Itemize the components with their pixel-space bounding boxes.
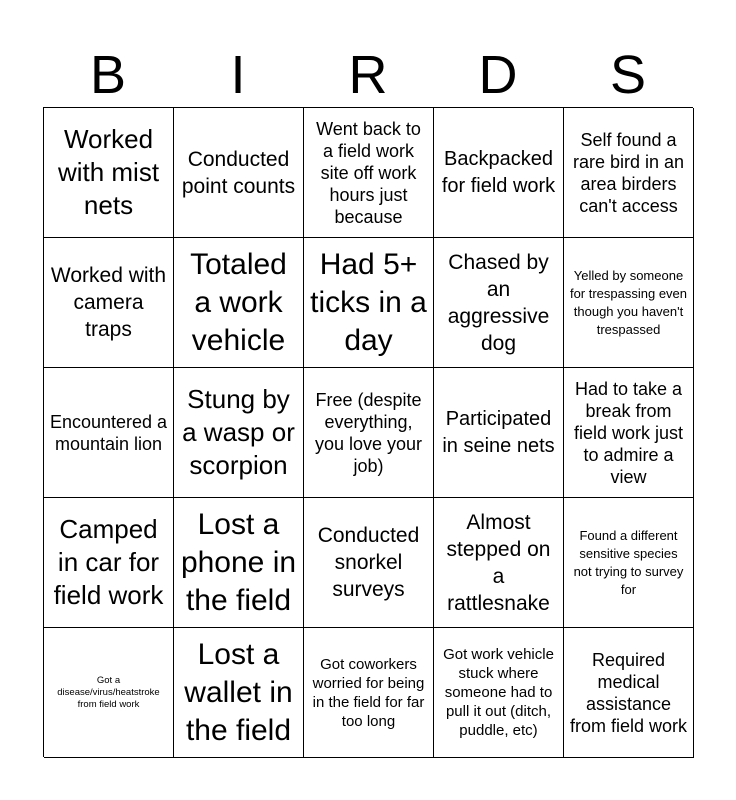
bingo-cell	[434, 238, 564, 368]
bingo-cell	[174, 498, 304, 628]
cell-text: Backpacked for field work	[441, 147, 556, 197]
bingo-cell	[44, 498, 174, 628]
bingo-cell	[304, 628, 434, 758]
cell-text: Yelled by someone for trespassing even though you haven't trespassed	[569, 267, 688, 337]
cell-text: Free (despite everything, you love your job)	[314, 389, 423, 476]
cell-text: Required medical assistance from field work	[569, 649, 688, 736]
cell-text: Conducted point counts	[181, 147, 296, 198]
bingo-cell	[174, 238, 304, 368]
cell-text: Got work vehicle stuck where someone had to pull it out (ditch, puddle, etc)	[443, 646, 554, 739]
cell-text: Totaled a work vehicle	[190, 247, 287, 357]
bingo-cell	[304, 238, 434, 368]
header-letter-r: R	[348, 45, 388, 105]
cell-text: Got coworkers worried for being in the field for far too long	[312, 655, 425, 730]
bingo-cell	[44, 368, 174, 498]
cell-text: Worked with mist nets	[57, 124, 160, 220]
bingo-cell	[564, 368, 694, 498]
bingo-cell	[44, 108, 174, 238]
cell-text: Conducted snorkel surveys	[317, 524, 420, 601]
cell-text: Lost a wallet in the field	[184, 637, 293, 747]
bingo-cell	[174, 628, 304, 758]
cell-text: Lost a phone in the field	[180, 507, 297, 617]
bingo-cell	[304, 108, 434, 238]
cell-text: Went back to a field work site off work hours just because	[316, 118, 421, 227]
bingo-cell	[174, 108, 304, 238]
cell-text: Encountered a mountain lion	[49, 411, 168, 454]
bingo-cell	[564, 498, 694, 628]
bingo-cell	[44, 628, 174, 758]
cell-text: Had 5+ ticks in a day	[310, 247, 427, 357]
bingo-header	[43, 44, 693, 106]
bingo-cell	[304, 498, 434, 628]
cell-text: Camped in car for field work	[53, 514, 164, 610]
bingo-cell	[434, 498, 564, 628]
cell-text: Got a disease/virus/heatstroke from field work	[57, 674, 160, 710]
cell-text: Found a different sensitive species not trying to survey for	[573, 527, 684, 597]
header-letter-d: D	[478, 45, 518, 105]
bingo-grid	[43, 107, 693, 757]
cell-text: Chased by an aggressive dog	[447, 250, 550, 355]
cell-text: Self found a rare bird in an area birders can't access	[572, 129, 685, 216]
cell-text: Worked with camera traps	[50, 264, 167, 341]
bingo-cell	[434, 628, 564, 758]
bingo-cell	[564, 238, 694, 368]
bingo-cell	[304, 368, 434, 498]
cell-text: Participated in seine nets	[442, 407, 555, 457]
cell-text: Had to take a break from field work just to admire a view	[573, 378, 684, 487]
bingo-cell	[434, 368, 564, 498]
bingo-cell	[434, 108, 564, 238]
cell-text: Almost stepped on a rattlesnake	[446, 510, 551, 615]
header-letter-b: B	[89, 45, 127, 105]
bingo-cell	[44, 238, 174, 368]
bingo-cell	[174, 368, 304, 498]
cell-text: Stung by a wasp or scorpion	[182, 384, 295, 480]
bingo-cell	[564, 628, 694, 758]
header-letter-s: S	[609, 45, 647, 105]
header-letter-i: I	[230, 45, 246, 105]
bingo-cell	[564, 108, 694, 238]
